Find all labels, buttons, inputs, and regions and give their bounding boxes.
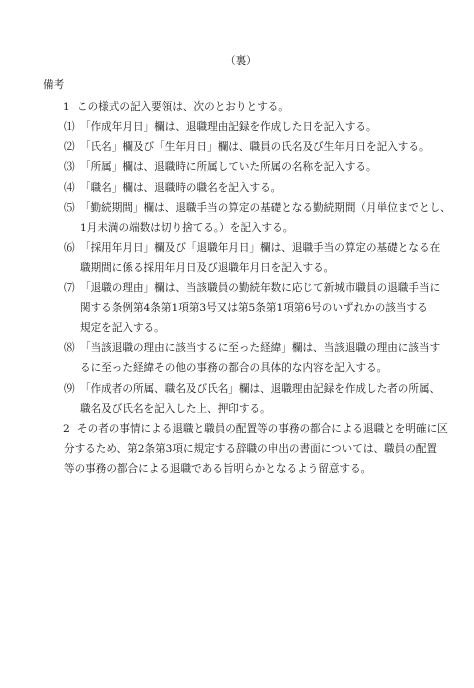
subitem-5-number: ⑸ xyxy=(64,202,75,214)
item-2-line-2: 分するため、第2条第3項に規定する辞職の申出の書面については、職員の配置 xyxy=(64,443,438,455)
remarks-heading: 備考 xyxy=(43,79,65,91)
item-2-line-3: 等の事務の都合による退職である旨明らかとなるよう留意する。 xyxy=(64,463,372,475)
subitem-7-line-2: 関する条例第4条第1項第3号又は第5条第1項第6号のいずれかの該当する xyxy=(80,302,428,314)
subitem-8-number: ⑻ xyxy=(64,342,75,354)
subitem-6-number: ⑹ xyxy=(64,242,75,254)
subitem-6-line-2: 職期間に係る採用年月日及び退職年月日を記入する。 xyxy=(80,262,335,274)
subitem-3-number: ⑶ xyxy=(64,161,75,173)
subitem-6-line-1: 「採用年月日」欄及び「退職年月日」欄は、退職手当の算定の基礎となる在 xyxy=(80,242,441,254)
item-2-line-1: その者の事情による退職と職員の配置等の事務の都合による退職とを明確に区 xyxy=(77,423,448,435)
subitem-4-line-1: 「職名」欄は、退職時の職名を記入する。 xyxy=(80,182,282,194)
subitem-4-number: ⑷ xyxy=(64,182,75,194)
subitem-7-line-3: 規定を記入する。 xyxy=(80,322,165,334)
page-side-label: （裏） xyxy=(225,55,257,67)
subitem-9-line-2: 職名及び氏名を記入した上、押印する。 xyxy=(80,403,271,415)
item-1-number: 1 xyxy=(63,101,70,113)
subitem-5-line-1: 「勤続期間」欄は、退職手当の算定の基礎となる勤続期間（月単位までとし、 xyxy=(80,202,451,214)
subitem-9-number: ⑼ xyxy=(64,383,75,395)
subitem-7-number: ⑺ xyxy=(64,282,75,294)
subitem-1-line-1: 「作成年月日」欄は、退職理由記録を作成した日を記入する。 xyxy=(80,121,377,133)
subitem-8-line-2: るに至った経緯その他の事務の都合の具体的な内容を記入する。 xyxy=(80,362,388,374)
item-1-text: この様式の記入要領は、次のとおりとする。 xyxy=(77,101,289,113)
subitem-7-line-1: 「退職の理由」欄は、当該職員の勤続年数に応じて新城市職員の退職手当に xyxy=(80,282,441,294)
subitem-9-line-1: 「作成者の所属、職名及び氏名」欄は、退職理由記録を作成した者の所属、 xyxy=(80,383,441,395)
item-2-number: 2 xyxy=(63,423,70,435)
subitem-1-number: ⑴ xyxy=(64,121,75,133)
subitem-2-number: ⑵ xyxy=(64,141,75,153)
subitem-8-line-1: 「当該退職の理由に該当するに至った経緯」欄は、当該退職の理由に該当す xyxy=(80,342,441,354)
subitem-2-line-1: 「氏名」欄及び「生年月日」欄は、職員の氏名及び生年月日を記入する。 xyxy=(80,141,430,153)
subitem-3-line-1: 「所属」欄は、退職時に所属していた所属の名称を記入する。 xyxy=(80,161,377,173)
subitem-5-line-2: 1月未満の端数は切り捨てる。）を記入する。 xyxy=(80,222,294,234)
